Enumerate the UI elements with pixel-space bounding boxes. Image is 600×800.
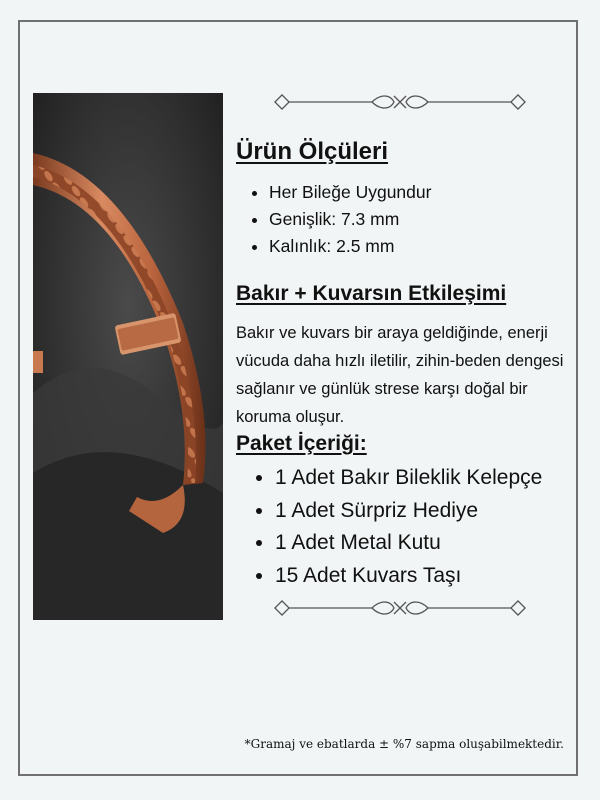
ornamental-divider-icon (272, 597, 528, 619)
ornamental-divider-icon (272, 91, 528, 113)
dimensions-list (236, 179, 431, 260)
list-item: • Kalınlık: 2.5 mm (269, 233, 431, 260)
package-title: Paket İçeriği: (236, 432, 367, 455)
interaction-body: Bakır ve kuvars bir araya geldiğinde, enerji vücuda daha hızlı iletilir, zihin-beden dengesi sağlanır ve günlük strese karşı doğal bir koruma oluşur. (236, 324, 564, 426)
list-item: • 15 Adet Kuvars Taşı (275, 560, 542, 593)
list-item: • 1 Adet Metal Kutu (275, 527, 542, 560)
interaction-title: Bakır + Kuvarsın Etkileşimi (236, 282, 507, 305)
list-item: • 1 Adet Sürpriz Hediye (275, 495, 542, 528)
dimensions-title: Ürün Ölçüleri (236, 138, 389, 165)
list-item: • Her Bileğe Uygundur (269, 179, 431, 206)
package-list (236, 462, 542, 592)
copper-bracelet-image (33, 93, 223, 620)
footnote: *Gramaj ve ebatlarda ± %7 sapma oluşabilmektedir. (244, 737, 564, 751)
list-item: • Genişlik: 7.3 mm (269, 206, 431, 233)
list-item: • 1 Adet Bakır Bileklik Kelepçe (275, 462, 542, 495)
